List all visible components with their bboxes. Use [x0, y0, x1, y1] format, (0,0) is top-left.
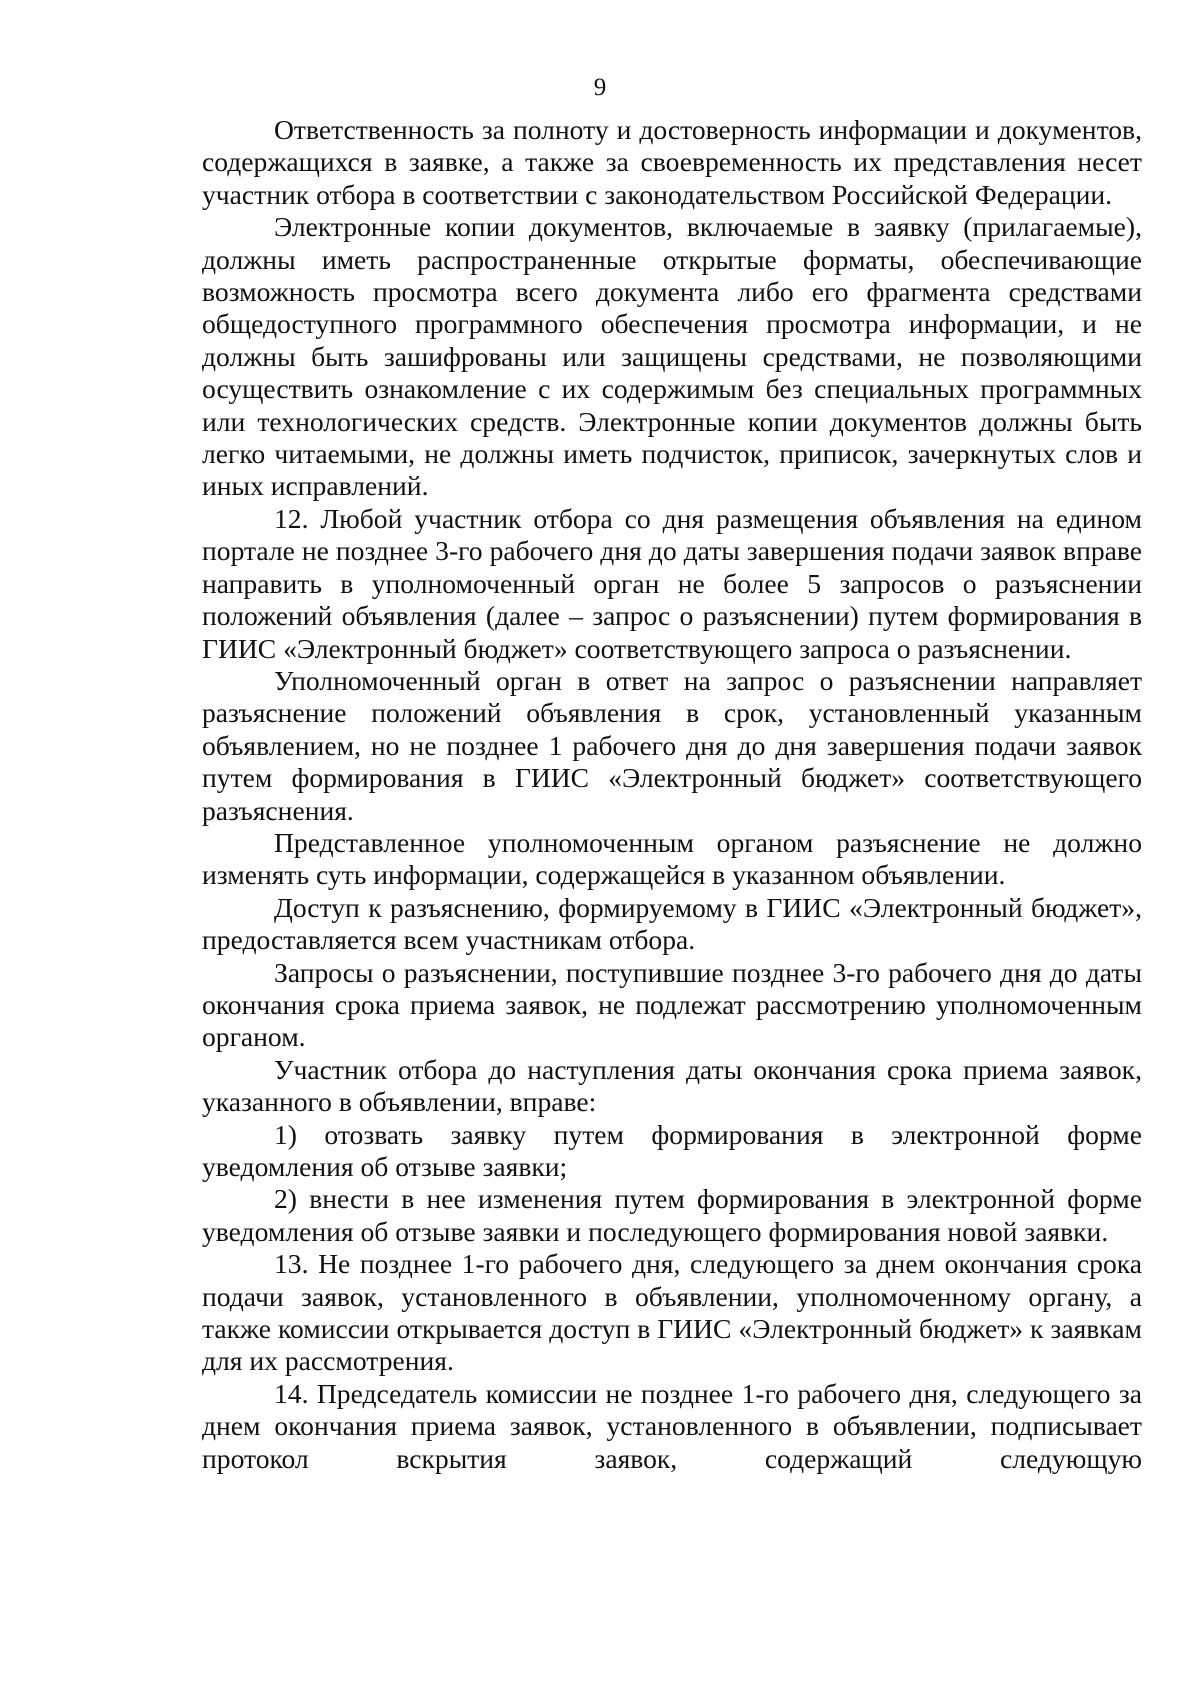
list-item-withdraw: 1) отозвать заявку путем формирования в электронной форме уведомления об отзыве заявки;	[202, 1118, 1142, 1182]
paragraph-responsibility: Ответственность за полноту и достоверность информации и документов, содержащихся в заявке, а также за своевременность их представления несет участник отбора в соответствии с законодательством Российской Федерации.	[202, 114, 1142, 210]
paragraph-electronic-copies: Электронные копии документов, включаемые в заявку (прилагаемые), должны иметь распространенные открытые форматы, обеспечивающие возможность просмотра всего документа либо его фрагмента средствами общедоступного программного обеспечения просмотра информации, и не должны быть зашифрованы или защищены средствами, не позволяющими осуществить ознакомление с их содержимым без специальных программных или технологических средств. Электронные копии документов должны быть легко читаемыми, не должны иметь подчисток, приписок, зачеркнутых слов и иных исправлений.	[202, 211, 1142, 502]
page-number: 9	[593, 74, 607, 101]
paragraph-clarification-access: Доступ к разъяснению, формируемому в ГИИС «Электронный бюджет», предоставляется всем участникам отбора.	[202, 891, 1142, 956]
document-body	[202, 114, 1142, 1475]
paragraph-participant-rights: Участник отбора до наступления даты окончания срока приема заявок, указанного в объявлении, вправе:	[202, 1053, 1142, 1118]
paragraph-clause-12: 12. Любой участник отбора со дня размещения объявления на едином портале не позднее 3-го рабочего дня до даты завершения подачи заявок вправе направить в уполномоченный орган не более 5 запросов о разъяснении положений объявления (далее – запрос о разъяснении) путем формирования в ГИИС «Электронный бюджет» соответствующего запроса о разъяснении.	[202, 502, 1142, 664]
paragraph-clarification-content: Представленное уполномоченным органом разъяснение не должно изменять суть информации, содержащейся в указанном объявлении.	[202, 826, 1142, 891]
list-item-amend: 2) внести в нее изменения путем формирования в электронной форме уведомления об отзыве заявки и последующего формирования новой заявки.	[202, 1183, 1142, 1247]
paragraph-late-requests: Запросы о разъяснении, поступившие позднее 3-го рабочего дня до даты окончания срока приема заявок, не подлежат рассмотрению уполномоченным органом.	[202, 956, 1142, 1053]
paragraph-clarification-response: Уполномоченный орган в ответ на запрос о разъяснении направляет разъяснение положений объявления в срок, установленный указанным объявлением, но не позднее 1 рабочего дня до дня завершения подачи заявок путем формирования в ГИИС «Электронный бюджет» соответствующего разъяснения.	[202, 664, 1142, 826]
paragraph-clause-13: 13. Не позднее 1-го рабочего дня, следующего за днем окончания срока подачи заявок, установленного в объявлении, уполномоченному органу, а также комиссии открывается доступ в ГИИС «Электронный бюджет» к заявкам для их рассмотрения.	[202, 1248, 1142, 1377]
paragraph-clause-14: 14. Председатель комиссии не позднее 1-го рабочего дня, следующего за днем окончания приема заявок, установленного в объявлении, подписывает протокол вскрытия заявок, содержащий следующую	[202, 1377, 1142, 1474]
